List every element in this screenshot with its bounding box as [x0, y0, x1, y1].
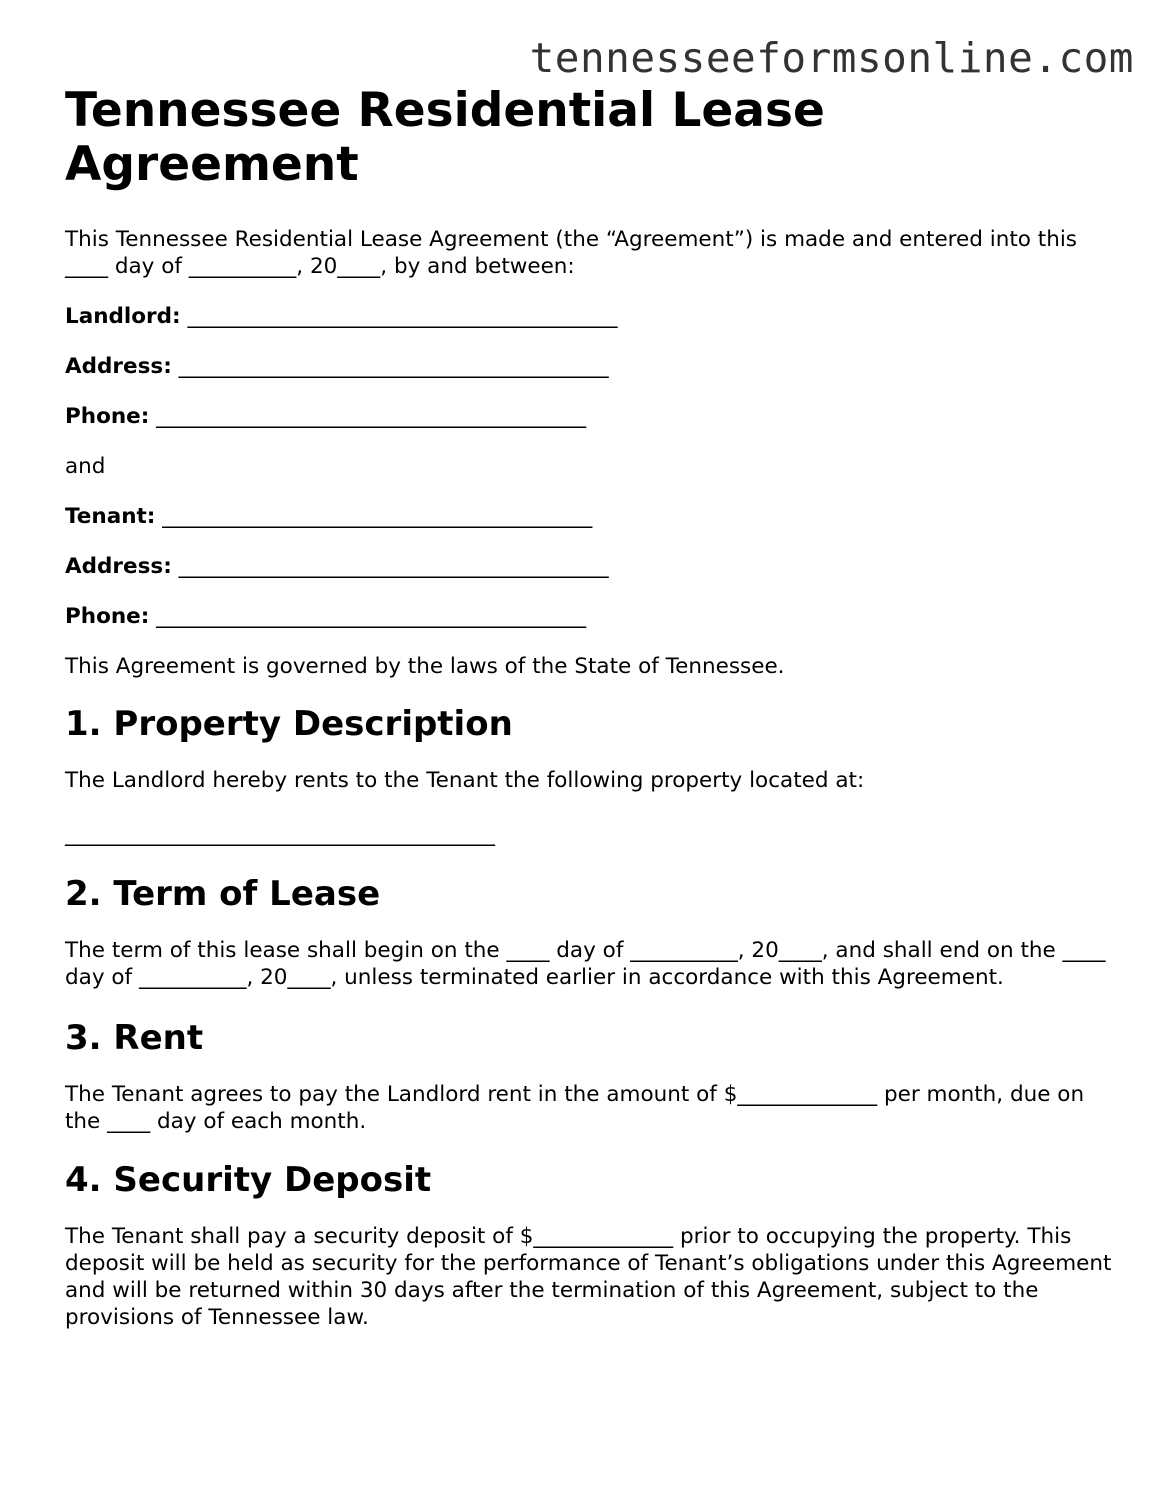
- intro-paragraph: This Tennessee Residential Lease Agreement (the “Agreement”) is made and entered into this ____ day of __________, 20____, by and between:: [65, 227, 1078, 279]
- tenant-address-label: Address:: [65, 554, 172, 579]
- section-heading-property: 1. Property Description: [65, 704, 513, 744]
- landlord-phone-blank: ________________________________________: [149, 404, 587, 429]
- landlord-address-label: Address:: [65, 354, 172, 379]
- landlord-name-blank: ________________________________________: [180, 304, 618, 329]
- document-page: [65, 84, 1125, 1331]
- section-text-property: The Landlord hereby rents to the Tenant the following property located at:: [65, 768, 865, 793]
- property-address-blank: ________________________________________: [65, 822, 495, 847]
- section-heading-deposit: 4. Security Deposit: [65, 1160, 432, 1200]
- section-heading-term: 2. Term of Lease: [65, 874, 381, 914]
- landlord-address-blank: ________________________________________: [171, 354, 609, 379]
- tenant-phone-label: Phone:: [65, 604, 150, 629]
- governing-law-text: This Agreement is governed by the laws of the State of Tennessee.: [65, 654, 785, 679]
- section-text-rent: The Tenant agrees to pay the Landlord rent in the amount of $_____________ per month, due on the ____ day of each month.: [65, 1082, 1085, 1134]
- landlord-name-field: [65, 303, 1125, 330]
- watermark-text: tennesseeformsonline.com: [529, 34, 1134, 82]
- tenant-phone-blank: ________________________________________: [149, 604, 587, 629]
- landlord-name-label: Landlord:: [65, 304, 181, 329]
- tenant-name-label: Tenant:: [65, 504, 156, 529]
- document-title: Tennessee Residential Lease Agreement: [65, 83, 825, 192]
- landlord-address-field: [65, 353, 1125, 380]
- landlord-phone-field: [65, 403, 1125, 430]
- section-text-deposit: The Tenant shall pay a security deposit of $_____________ prior to occupying the property. This deposit will be held as security for the performance of Tenant’s obligations under this Agreement and will be returned within 30 days after the termination of this Agreement, subject to the provisions of Tennessee law.: [65, 1224, 1112, 1330]
- tenant-address-blank: ________________________________________: [171, 554, 609, 579]
- tenant-name-blank: ________________________________________: [155, 504, 593, 529]
- section-text-term: The term of this lease shall begin on the ____ day of __________, 20____, and shall end on the ____ day of __________, 20____, unless terminated earlier in accordance with this Agreement.: [65, 938, 1106, 990]
- and-text: and: [65, 454, 106, 479]
- section-heading-rent: 3. Rent: [65, 1018, 204, 1058]
- tenant-address-field: [65, 553, 1125, 580]
- tenant-name-field: [65, 503, 1125, 530]
- landlord-phone-label: Phone:: [65, 404, 150, 429]
- tenant-phone-field: [65, 603, 1125, 630]
